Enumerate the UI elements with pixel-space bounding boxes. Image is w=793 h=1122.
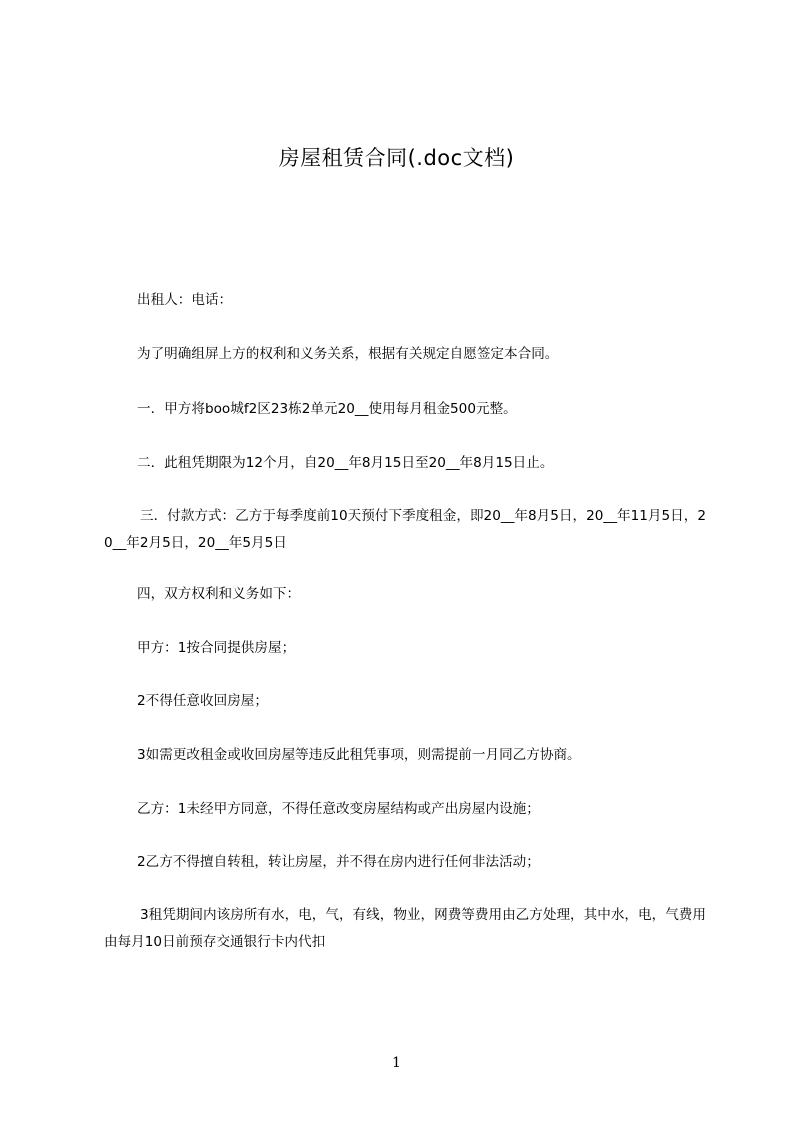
paragraph-party-b-3: 3租凭期间内该房所有水，电，气，有线，物业，网费等费用由乙方处理，其中水，电，气费用由每月10日前预存交通银行卡内代扣 bbox=[104, 907, 706, 950]
paragraph-party-b-2: 2乙方不得擅自转租，转让房屋，并不得在房内进行任何非法活动； bbox=[137, 854, 540, 870]
paragraph-purpose: 为了明确组屏上方的权利和义务关系，根据有关规定自愿签定本合同。 bbox=[137, 346, 559, 362]
page-number: 1 bbox=[392, 1055, 401, 1071]
paragraph-clause-1: 一．甲方将boo城f2区23栋2单元20__使用每月租金500元整。 bbox=[137, 401, 517, 417]
document-title: 房屋租赁合同(.doc文档) bbox=[278, 146, 515, 170]
paragraph-clause-4: 四，双方权利和义务如下： bbox=[137, 586, 301, 602]
paragraph-party-a-2: 2不得任意收回房屋； bbox=[137, 693, 268, 709]
paragraph-clause-2: 二．此租凭期限为12个月，自20__年8月15日至20__年8月15日止。 bbox=[137, 455, 554, 471]
paragraph-clause-3: 三．付款方式：乙方于每季度前10天预付下季度租金，即20__年8月5日，20__年11月5日，20__年2月5日，20__年5月5日 bbox=[104, 508, 706, 551]
paragraph-party-a-1: 甲方：1按合同提供房屋； bbox=[137, 640, 296, 656]
paragraph-lessor-phone: 出租人：电话： bbox=[137, 292, 233, 308]
paragraph-party-a-3: 3如需更改租金或收回房屋等违反此租凭事项，则需提前一月同乙方协商。 bbox=[137, 747, 581, 763]
paragraph-party-b-1: 乙方：1未经甲方同意，不得任意改变房屋结构或产出房屋内设施； bbox=[137, 801, 540, 817]
